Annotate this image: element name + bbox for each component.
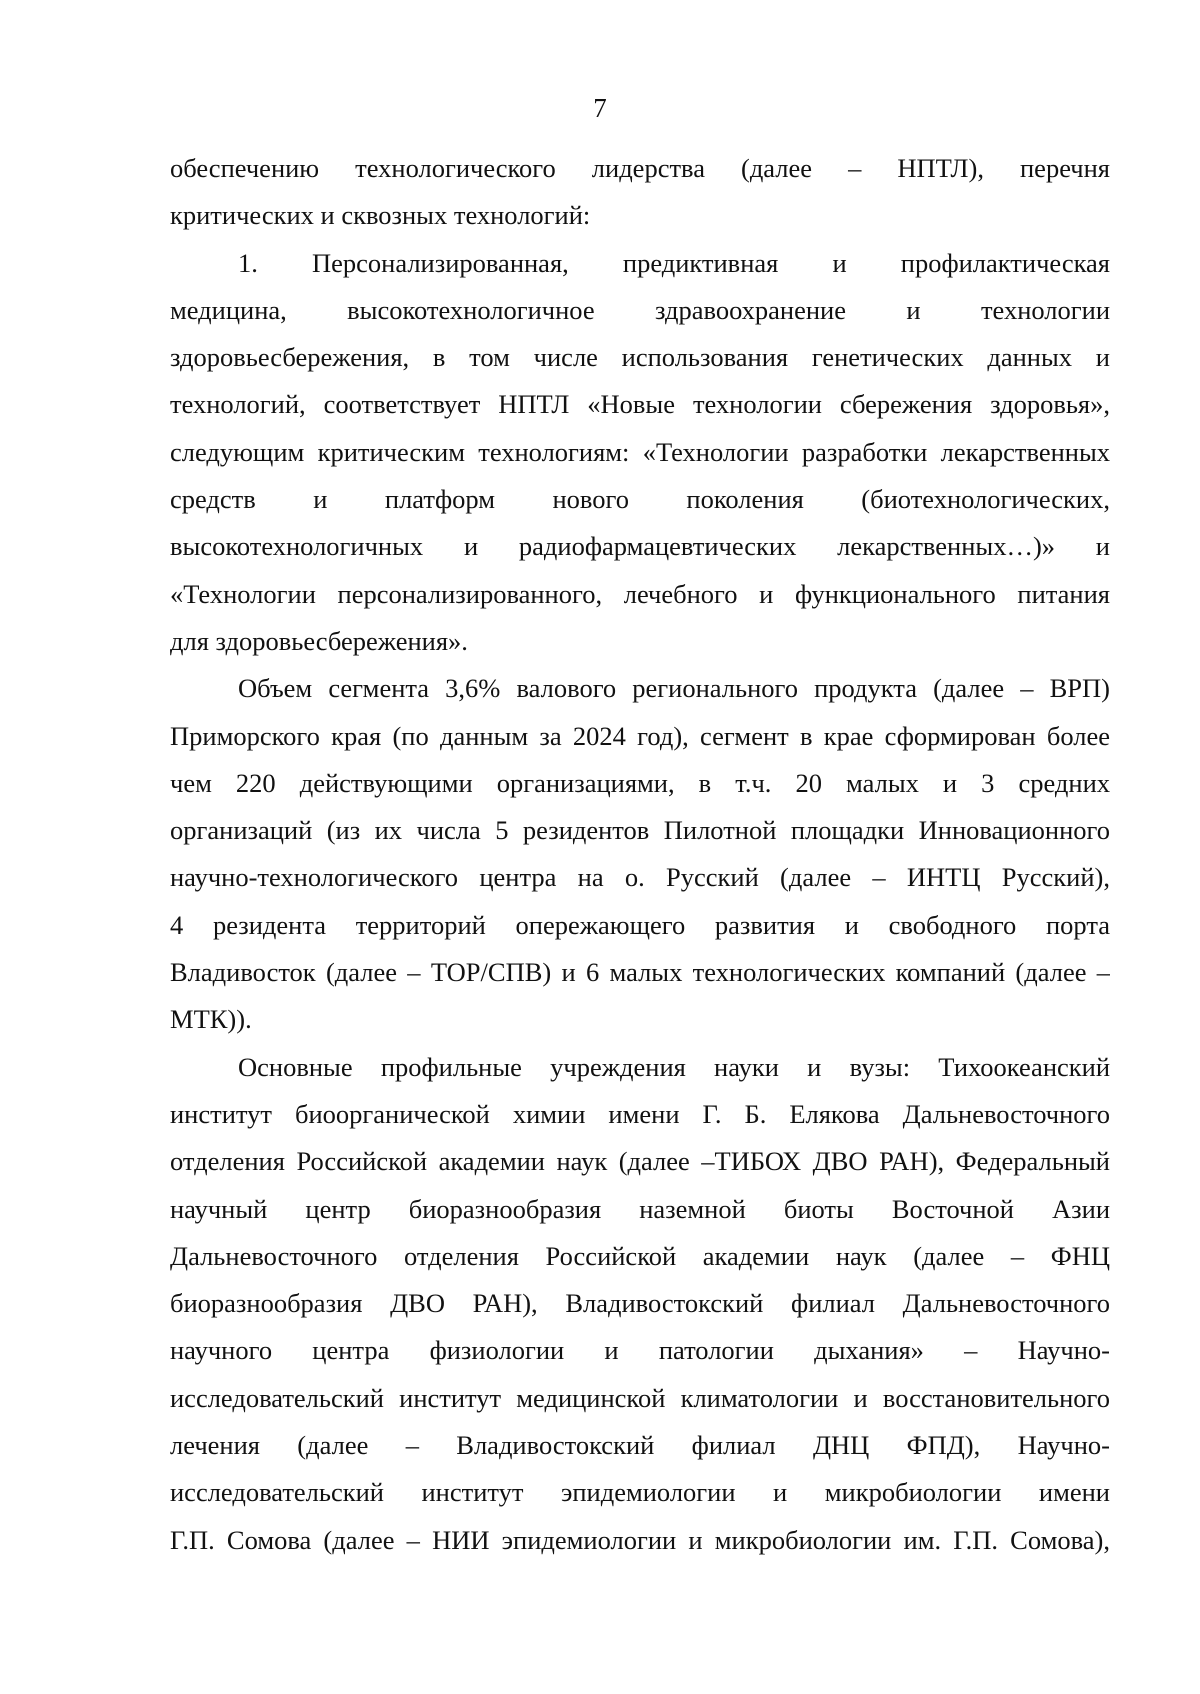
text-line: МТК)). [170, 1004, 252, 1035]
text-line: институт биоорганической химии имени Г. Б. Елякова Дальневосточного [170, 1098, 1110, 1129]
text-line: Г.П. Сомова (далее – НИИ эпидемиологии и микробиологии им. Г.П. Сомова), [170, 1524, 1110, 1555]
text-line: организаций (из их числа 5 резидентов Пилотной площадки Инновационного [170, 815, 1110, 846]
text-line: здоровьесбережения, в том числе использования генетических данных и [170, 342, 1110, 373]
text-line: средств и платформ нового поколения (биотехнологических, [170, 484, 1110, 515]
text-line: исследовательский институт медицинской климатологии и восстановительного [170, 1382, 1110, 1413]
text-line: «Технологии персонализированного, лечебного и функционального питания [170, 578, 1110, 609]
text-line: исследовательский институт эпидемиологии и микробиологии имени [170, 1477, 1110, 1508]
text-line: научный центр биоразнообразия наземной биоты Восточной Азии [170, 1193, 1110, 1224]
text-line: научно-технологического центра на о. Русский (далее – ИНТЦ Русский), [170, 862, 1110, 893]
text-line: высокотехнологичных и радиофармацевтических лекарственных…)» и [170, 531, 1110, 562]
text-line: 4 резидента территорий опережающего развития и свободного порта [170, 909, 1110, 940]
text-line: научного центра физиологии и патологии дыхания» – Научно- [170, 1335, 1110, 1366]
text-line: медицина, высокотехнологичное здравоохранение и технологии [170, 294, 1110, 325]
text-line: Дальневосточного отделения Российской академии наук (далее – ФНЦ [170, 1240, 1110, 1271]
body-text [170, 145, 1110, 1564]
text-line: чем 220 действующими организациями, в т.ч. 20 малых и 3 средних [170, 767, 1110, 798]
text-line: критических и сквозных технологий: [170, 200, 591, 231]
text-line: следующим критическим технологиям: «Технологии разработки лекарственных [170, 436, 1110, 467]
text-line: Основные профильные учреждения науки и вузы: Тихоокеанский [238, 1051, 1110, 1082]
text-line: Объем сегмента 3,6% валового регионального продукта (далее – ВРП) [238, 673, 1110, 704]
text-line: технологий, соответствует НПТЛ «Новые технологии сбережения здоровья», [170, 389, 1110, 420]
text-line: Владивосток (далее – ТОР/СПВ) и 6 малых технологических компаний (далее – [170, 957, 1110, 988]
text-line: лечения (далее – Владивостокский филиал ДНЦ ФПД), Научно- [170, 1430, 1110, 1461]
text-line: для здоровьесбережения». [170, 625, 468, 656]
text-line: биоразнообразия ДВО РАН), Владивостокский филиал Дальневосточного [170, 1288, 1110, 1319]
text-line: 1. Персонализированная, предиктивная и профилактическая [238, 247, 1110, 278]
text-line: Приморского края (по данным за 2024 год), сегмент в крае сформирован более [170, 720, 1110, 751]
text-line: обеспечению технологического лидерства (далее – НПТЛ), перечня [170, 153, 1110, 183]
text-line: отделения Российской академии наук (далее –ТИБОХ ДВО РАН), Федеральный [170, 1146, 1110, 1177]
page-number: 7 [593, 93, 607, 123]
